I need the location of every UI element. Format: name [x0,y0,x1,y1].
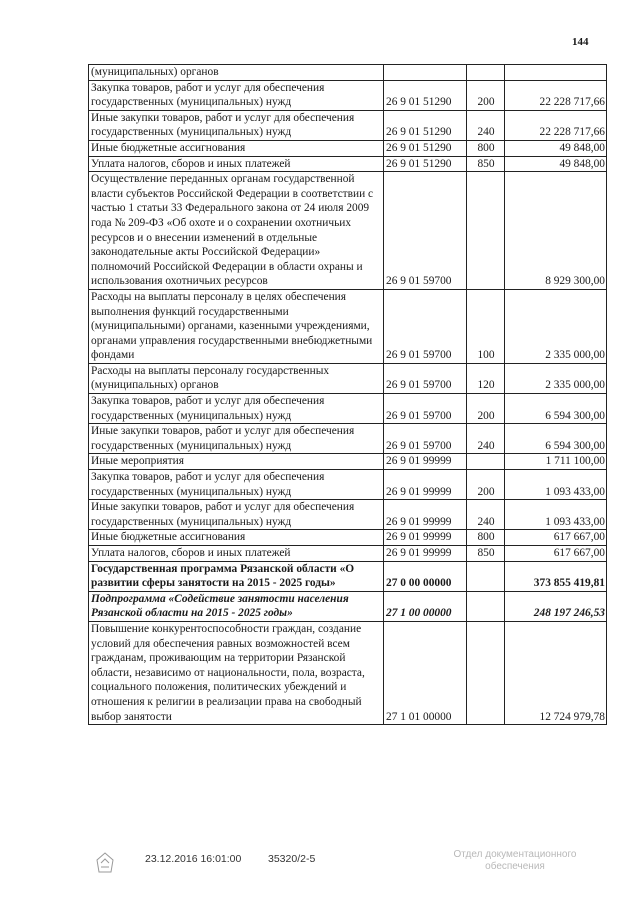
row-name-cell: Повышение конкурентоспособности граждан, создание условий для обеспечения равных возможностей всем гражданам, проживающим на территории Рязанской области, независимо от национальности, пола, возраста, социального положения, политических убеждений и отношения к религии в реализации права на свободный выбор занятости [89,621,384,724]
page-number: 144 [572,36,589,48]
row-name-cell: Расходы на выплаты персоналу государственных (муниципальных) органов [89,363,384,393]
budget-table [88,64,607,725]
row-name-cell: Расходы на выплаты персоналу в целях обеспечения выполнения функций государственными (муниципальными) органами, казенными учреждениями, органами управления государственными внебюджетными фондами [89,289,384,363]
table-row [89,454,607,470]
table-row [89,110,607,140]
row-type-cell: 240 [467,110,505,140]
table-row [89,172,607,290]
row-name-cell: Иные бюджетные ассигнования [89,140,384,156]
footer-datetime: 23.12.2016 16:01:00 [145,853,242,865]
row-code-cell: 26 9 01 59700 [384,424,467,454]
row-type-cell: 800 [467,140,505,156]
row-code-cell: 26 9 01 99999 [384,530,467,546]
row-amount-cell: 373 855 419,81 [505,561,607,591]
row-type-cell [467,561,505,591]
row-type-cell: 850 [467,156,505,172]
row-name-cell: Уплата налогов, сборов и иных платежей [89,546,384,562]
row-name-cell: Закупка товаров, работ и услуг для обеспечения государственных (муниципальных) нужд [89,394,384,424]
row-type-cell [467,65,505,81]
row-code-cell: 26 9 01 99999 [384,470,467,500]
row-name-cell: Иные закупки товаров, работ и услуг для обеспечения государственных (муниципальных) нужд [89,110,384,140]
row-code-cell: 26 9 01 59700 [384,394,467,424]
row-amount-cell: 617 667,00 [505,546,607,562]
table-row [89,621,607,724]
row-amount-cell: 6 594 300,00 [505,394,607,424]
row-type-cell [467,172,505,290]
row-type-cell [467,621,505,724]
emblem-icon [94,851,116,875]
row-amount-cell: 22 228 717,66 [505,110,607,140]
row-type-cell: 200 [467,470,505,500]
table-row [89,530,607,546]
row-name-cell: Уплата налогов, сборов и иных платежей [89,156,384,172]
table-row [89,561,607,591]
table-row [89,80,607,110]
row-amount-cell: 1 093 433,00 [505,500,607,530]
row-amount-cell: 12 724 979,78 [505,621,607,724]
table-row [89,363,607,393]
row-type-cell: 800 [467,530,505,546]
row-amount-cell: 49 848,00 [505,156,607,172]
row-amount-cell: 248 197 246,53 [505,591,607,621]
row-amount-cell: 49 848,00 [505,140,607,156]
table-row [89,591,607,621]
table-row [89,500,607,530]
table-row [89,546,607,562]
row-type-cell: 240 [467,424,505,454]
table-row [89,470,607,500]
row-name-cell: Иные бюджетные ассигнования [89,530,384,546]
row-type-cell: 120 [467,363,505,393]
row-type-cell [467,591,505,621]
row-code-cell: 26 9 01 51290 [384,156,467,172]
row-amount-cell: 22 228 717,66 [505,80,607,110]
row-type-cell: 200 [467,394,505,424]
table-row [89,65,607,81]
row-type-cell: 240 [467,500,505,530]
row-name-cell: Закупка товаров, работ и услуг для обеспечения государственных (муниципальных) нужд [89,80,384,110]
table-row [89,289,607,363]
row-code-cell [384,65,467,81]
row-name-cell: Иные мероприятия [89,454,384,470]
row-amount-cell: 1 711 100,00 [505,454,607,470]
row-amount-cell: 2 335 000,00 [505,363,607,393]
row-code-cell: 26 9 01 59700 [384,289,467,363]
table-row [89,156,607,172]
row-type-cell: 200 [467,80,505,110]
row-type-cell: 100 [467,289,505,363]
row-name-cell: Подпрограмма «Содействие занятости населения Рязанской области на 2015 - 2025 годы» [89,591,384,621]
row-amount-cell: 617 667,00 [505,530,607,546]
row-code-cell: 27 1 00 00000 [384,591,467,621]
row-name-cell: Иные закупки товаров, работ и услуг для обеспечения государственных (муниципальных) нужд [89,424,384,454]
row-name-cell: Государственная программа Рязанской области «О развитии сферы занятости на 2015 - 2025 годы» [89,561,384,591]
row-code-cell: 27 0 00 00000 [384,561,467,591]
row-code-cell: 26 9 01 51290 [384,140,467,156]
row-type-cell [467,454,505,470]
table-row [89,424,607,454]
row-code-cell: 26 9 01 99999 [384,454,467,470]
row-amount-cell: 6 594 300,00 [505,424,607,454]
row-amount-cell: 1 093 433,00 [505,470,607,500]
table-row [89,140,607,156]
budget-table-body [89,65,607,725]
row-code-cell: 26 9 01 99999 [384,500,467,530]
row-amount-cell [505,65,607,81]
row-code-cell: 27 1 01 00000 [384,621,467,724]
row-code-cell: 26 9 01 59700 [384,363,467,393]
row-amount-cell: 2 335 000,00 [505,289,607,363]
footer-doc-number: 35320/2-5 [268,853,316,865]
row-name-cell: Закупка товаров, работ и услуг для обеспечения государственных (муниципальных) нужд [89,470,384,500]
row-amount-cell: 8 929 300,00 [505,172,607,290]
row-name-cell: Осуществление переданных органам государственной власти субъектов Российской Федерации в соответствии с частью 1 статьи 33 Федерального закона от 24 июля 2009 года № 209-ФЗ «Об охоте и о сохранении охотничьих ресурсов и о внесении изменений в отдельные законодательные акты Российской Федерации» полномочий Российской Федерации в области охраны и использования охотничьих ресурсов [89,172,384,290]
row-type-cell: 850 [467,546,505,562]
row-code-cell: 26 9 01 51290 [384,80,467,110]
row-code-cell: 26 9 01 99999 [384,546,467,562]
row-name-cell: Иные закупки товаров, работ и услуг для обеспечения государственных (муниципальных) нужд [89,500,384,530]
table-row [89,394,607,424]
row-code-cell: 26 9 01 59700 [384,172,467,290]
footer-watermark-stamp: Отдел документационного обеспечения [453,849,577,872]
row-code-cell: 26 9 01 51290 [384,110,467,140]
row-name-cell: (муниципальных) органов [89,65,384,81]
